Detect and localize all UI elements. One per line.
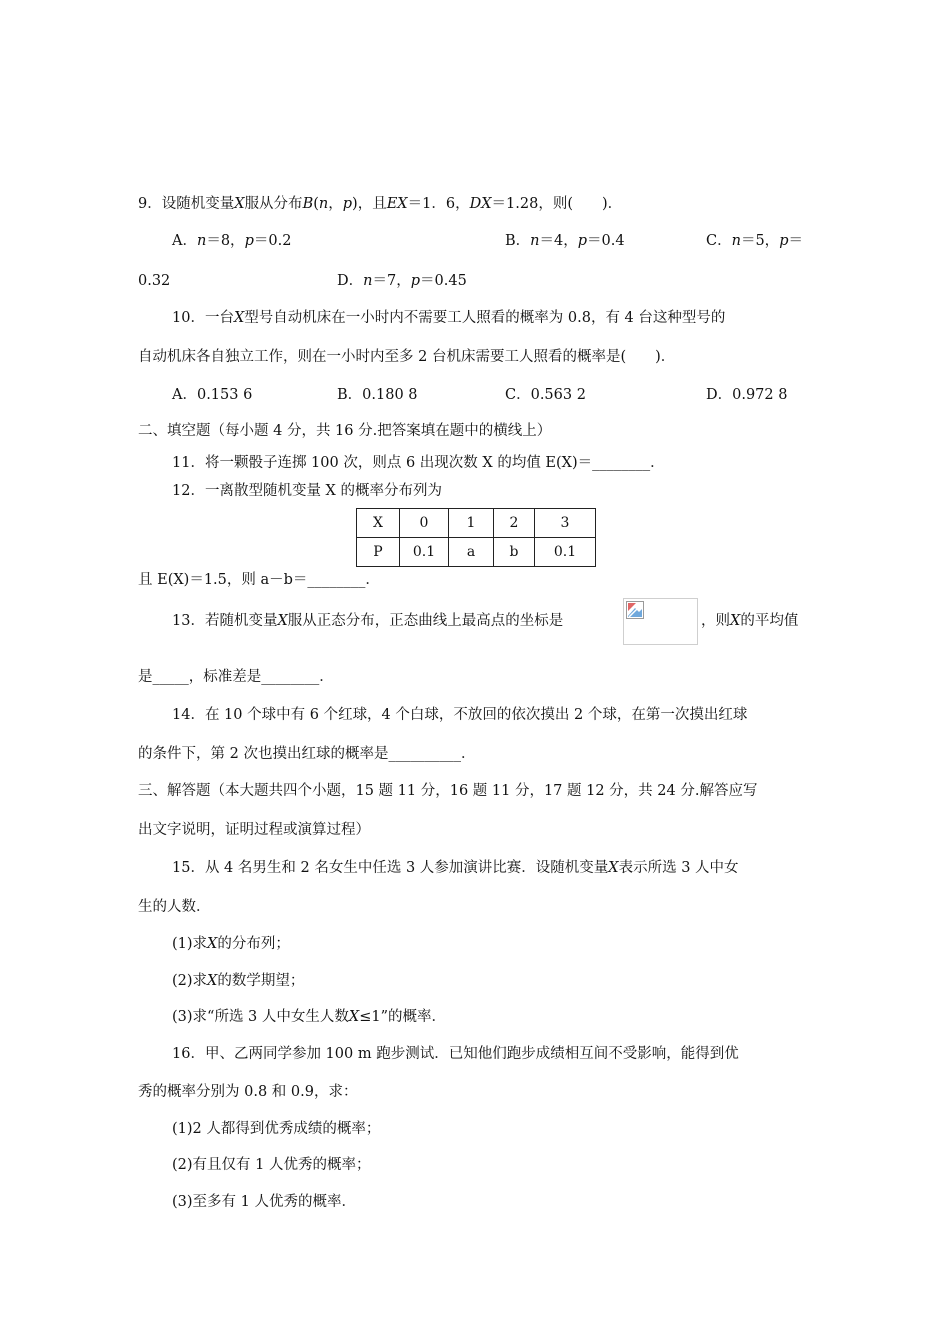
q9-text: 9．设随机变量 [138,196,235,212]
q10-text: 型号自动机床在一小时内不需要工人照看的概率为 0.8，有 4 台这种型号的 [244,310,726,326]
q13-text: 服从正态分布，正态曲线上最高点的坐标是 [287,613,564,629]
var-x: X [233,310,245,326]
q16-line1: 16．甲、乙两同学参加 100 m 跑步测试．已知他们跑步成绩相互间不受影响，能得到优 [172,1046,739,1062]
var-x: X [348,1009,360,1025]
q9-text: ＝1.28，则( )． [491,196,623,212]
q15-sub-2 [172,971,304,991]
q10-option-d: D．0.972 8 [706,387,788,403]
var-n: n [363,273,373,289]
option-text: ＝5， [740,233,780,249]
q15-text: 的数学期望； [217,973,305,989]
option-label: A． [172,233,197,249]
table-cell: 0.1 [535,538,596,567]
option-text: ＝7， [372,273,411,289]
option-text: ＝8， [206,233,245,249]
q10-line1 [172,308,725,328]
var-n: n [731,233,741,249]
table-cell: 0 [400,509,449,538]
q9-text: 服从分布 [244,196,303,212]
q15-text: 表示所选 3 人中女 [618,860,739,876]
var-n: n [530,233,540,249]
var-p: p [342,196,353,212]
q15-sub-1 [172,934,290,954]
q9-option-d [337,271,467,291]
var-p: p [410,273,421,289]
var-n: n [196,233,207,249]
q15-text: (1)求 [172,936,208,952]
q12-distribution-table [356,508,596,567]
q16-sub-1: (1)2 人都得到优秀成绩的概率； [172,1121,381,1137]
table-row [357,509,596,538]
q16-line2: 秀的概率分别为 0.8 和 0.9，求： [138,1084,358,1100]
var-p: p [779,233,789,249]
q15-line1 [172,858,739,878]
var-ex: EX [386,196,408,212]
q9-text: )，且 [352,196,387,212]
q13-line1 [172,611,563,631]
q14-line1: 14．在 10 个球中有 6 个红球，4 个白球，不放回的依次摸出 2 个球，在第一次摸出红球 [172,707,748,723]
table-cell: a [449,538,494,567]
q15-text: 的分布列； [217,936,290,952]
broken-image-placeholder [623,598,698,645]
option-label: C． [706,233,732,249]
var-x: X [207,973,218,989]
var-p: p [244,233,254,249]
option-text: ＝4， [539,233,578,249]
q11: 11．将一颗骰子连掷 100 次，则点 6 出现次数 X 的均值 E(X)＝________． [172,455,665,471]
q15-text: ≤1”的概率． [359,1009,447,1025]
var-x: X [608,860,619,876]
q9-option-a [172,231,291,251]
q13-text: 13．若随机变量 [172,613,278,629]
q14-line2: 的条件下，第 2 次也摸出红球的概率是__________． [138,746,476,762]
q12-stem: 12．一离散型随机变量 X 的概率分布列为 [172,483,442,499]
table-cell: X [357,509,400,538]
table-cell: 1 [449,509,494,538]
q12-after: 且 E(X)＝1.5，则 a－b＝________． [138,572,380,588]
var-x: X [207,936,218,952]
q9-text: ( [313,196,319,212]
q9-option-c [706,231,803,251]
var-n: n [318,196,329,212]
q9-option-b [505,231,625,251]
option-text: ＝ [788,233,803,249]
table-cell: P [357,538,400,567]
q13-line2: 是_____，标准差是________． [138,669,334,685]
option-label: D． [337,273,364,289]
var-p: p [577,233,588,249]
var-x: X [234,196,245,212]
table-cell: 0.1 [400,538,449,567]
table-cell: b [494,538,535,567]
table-row [357,538,596,567]
var-x: X [277,613,288,629]
q13-text: ，则 [701,613,730,629]
q16-sub-3: (3)至多有 1 人优秀的概率． [172,1194,356,1210]
option-text: ＝0.45 [420,273,467,289]
q15-line2: 生的人数． [138,899,211,915]
q13-line1-tail [701,611,798,631]
q9-stem [138,194,622,214]
q10-option-c: C．0.563 2 [505,387,586,403]
q9-option-c-cont: 0.32 [138,273,171,289]
var-dx: DX [469,196,492,212]
option-text: ＝0.4 [587,233,625,249]
option-text: ＝0.2 [253,233,292,249]
q9-text: ＝1．6， [407,196,470,212]
q10-line2: 自动机床各自独立工作，则在一小时内至多 2 台机床需要工人照看的概率是( )． [138,349,676,365]
q15-text: (3)求“所选 3 人中女生人数 [172,1009,349,1025]
var-b: B [302,196,314,212]
q10-option-b: B．0.180 8 [337,387,418,403]
q15-text: 15．从 4 名男生和 2 名女生中任选 3 人参加演讲比赛．设随机变量 [172,860,609,876]
q9-text: ， [328,196,343,212]
q16-sub-2: (2)有且仅有 1 人优秀的概率； [172,1157,371,1173]
q13-text: 的平均值 [740,613,799,629]
section-3-heading-cont: 出文字说明，证明过程或演算过程） [138,822,370,838]
option-label: B． [505,233,531,249]
q15-text: (2)求 [172,973,208,989]
section-3-heading: 三、解答题（本大题共四个小题，15 题 11 分，16 题 11 分，17 题 12 分，共 24 分.解答应写 [138,783,758,799]
var-x: X [730,613,741,629]
q15-sub-3 [172,1007,446,1027]
q10-text: 10．一台 [172,310,234,326]
broken-image-icon [626,601,644,619]
q10-option-a: A．0.153 6 [172,387,253,403]
table-cell: 2 [494,509,535,538]
section-2-heading: 二、填空题（每小题 4 分，共 16 分.把答案填在题中的横线上） [138,423,552,439]
table-cell: 3 [535,509,596,538]
